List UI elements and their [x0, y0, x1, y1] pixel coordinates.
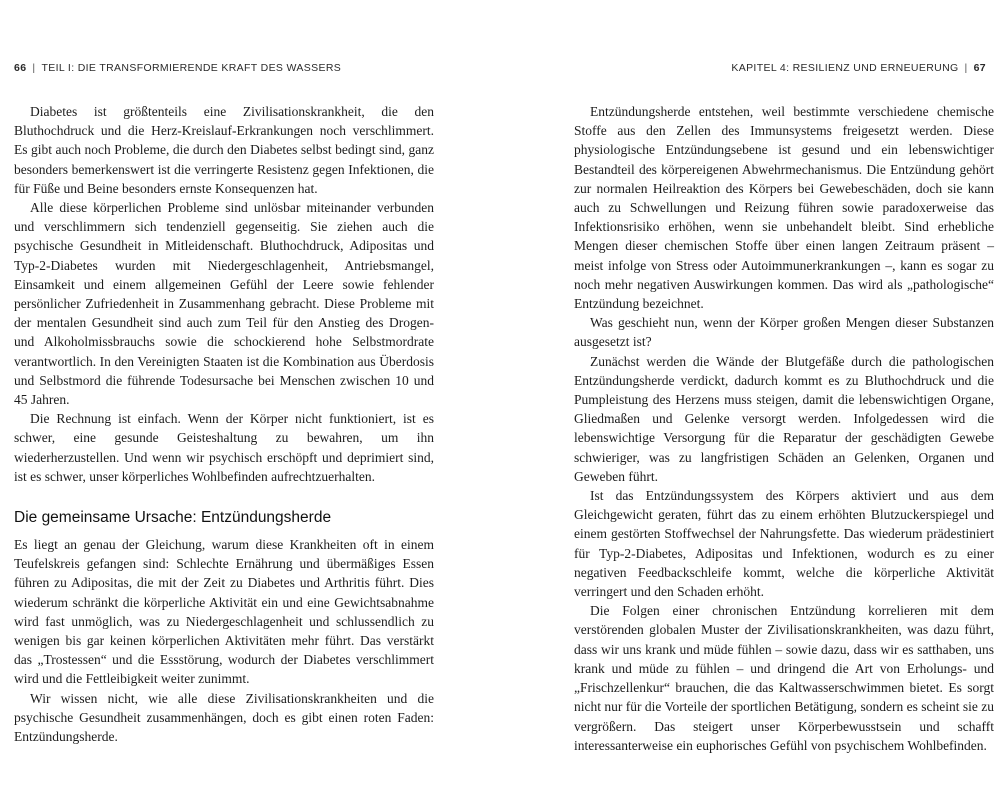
- left-page-number: 66: [14, 62, 27, 74]
- header-separator: |: [32, 62, 36, 74]
- paragraph: Ist das Entzündungssystem des Körpers aktiviert und aus dem Gleichgewicht geraten, führt das zu einem erhöhten Blutzuckerspiegel und einem gestörten Stoffwechsel der Nahrungsfette. Das wiederum prädestiniert für Typ-2-Diabetes, Adipositas und Infektionen, wodurch es zu einer negativen Feedbackschleife kommt, welche die körperliche Aktivität verringert und den Schaden erhöht.: [574, 488, 994, 600]
- paragraph: Die Rechnung ist einfach. Wenn der Körper nicht funktioniert, ist es schwer, eine gesunde Geisteshaltung zu bewahren, um ihn wiederherzustellen. Und wenn wir psychisch erschöpft und deprimiert sind, ist es schwer, unser körperliches Wohlbefinden aufrechtzuerhalten.: [14, 411, 434, 484]
- right-running-header: [731, 62, 986, 74]
- chapter-title: KAPITEL 4: RESILIENZ UND ERNEUERUNG: [731, 62, 959, 74]
- right-page-number: 67: [973, 62, 986, 74]
- paragraph: Entzündungsherde entstehen, weil bestimmte verschiedene chemische Stoffe aus den Zellen des Immunsystems freigesetzt werden. Diese physiologische Entzündungsebene ist gesund und ein lebenswichtiger Bestandteil des körpereigenen Abwehrmechanismus. Die Entzündung gehört zur normalen Heilreaktion des Körpers bei Gewebeschäden, doch sie kann auch zu Schwellungen und Reizung führen sowie paradoxerweise das Infektionsrisiko erhöhen, wenn sie unbehandelt bleibt. Sind erhebliche Mengen dieser chemischen Stoffe über einen langen Zeitraum präsent – meist infolge von Stress oder Autoimmunerkrankungen –, kann es sogar zu noch mehr negativen Auswirkungen kommen. Das wird als „pathologische“ Entzündung bezeichnet.: [574, 104, 994, 312]
- part-title: TEIL I: DIE TRANSFORMIERENDE KRAFT DES WASSERS: [41, 62, 342, 74]
- left-body-text: [14, 102, 434, 746]
- paragraph: Was geschieht nun, wenn der Körper großen Mengen dieser Substanzen ausgesetzt ist?: [574, 315, 994, 350]
- right-page: [500, 0, 1000, 800]
- paragraph: Wir wissen nicht, wie alle diese Zivilisationskrankheiten und die psychische Gesundheit zusammenhängen, doch es gibt einen roten Faden: Entzündungsherde.: [14, 690, 434, 745]
- paragraph: Es liegt an genau der Gleichung, warum diese Krankheiten oft in einem Teufelskreis gefangen sind: Schlechte Ernährung und übermäßiges Essen führen zu Adipositas, die mit der Zeit zu Diabetes und Arthritis führt. Dies wiederum schränkt die körperliche Aktivität ein und eine Gewichtsabnahme wird fast unmöglich, was zu Niedergeschlagenheit und schlussendlich zu wenigen bis gar keinen körperlichen Aktivitäten mehr führt. Das verstärkt das „Trostessen“ und die Essstörung, wodurch der Diabetes verschlimmert wird und die Fettleibigkeit weiter zunimmt.: [14, 537, 434, 687]
- paragraph: Zunächst werden die Wände der Blutgefäße durch die pathologischen Entzündungsherde verdickt, dadurch kommt es zu Bluthochdruck und die Pumpleistung des Herzens muss steigen, damit die lebenswichtigen Organe, Gliedmaßen und Gelenke versorgt werden. Infolgedessen wird die lebenswichtige Versorgung für die Reparatur der geschädigten Gewebe schwieriger, was zu langfristigen Schäden an Gelenken, Organen und Geweben führt.: [574, 353, 994, 484]
- left-running-header: [14, 62, 341, 74]
- paragraph: Alle diese körperlichen Probleme sind unlösbar miteinander verbunden und verschlimmern sich tendenziell gegenseitig. Sie ziehen auch die psychische Gesundheit in Mitleidenschaft. Bluthochdruck, Adipositas und Typ-2-Diabetes wurden mit Niedergeschlagenheit, Antriebsmangel, Einsamkeit und einem allgemeinen Gefühl der Leere sowie fehlender persönlicher Zufriedenheit in Zusammenhang gebracht. Diese Probleme mit der mentalen Gesundheit sind auch zum Teil für den Anstieg des Drogen- und Alkoholmissbrauchs sowie die schockierend hohe Selbstmordrate verantwortlich. In den Vereinigten Staaten ist die Kombination aus Überdosis und Selbstmord die führende Todesursache bei Menschen zwischen 10 und 45 Jahren.: [14, 200, 434, 408]
- paragraph: Diabetes ist größtenteils eine Zivilisationskrankheit, die den Bluthochdruck und die Herz-Kreislauf-Erkrankungen noch verschlimmert. Es gibt auch noch Probleme, die durch den Diabetes selbst bedingt sind, ganz besonders bemerkenswert ist die verringerte Resistenz gegen Infektionen, die für Füße und Beine besonders ernste Konsequenzen hat.: [14, 104, 434, 196]
- paragraph: Die Folgen einer chronischen Entzündung korrelieren mit dem verstörenden globalen Muster der Zivilisationskrankheiten, was dazu führt, dass wir uns krank und müde fühlen – sowie dazu, dass wir es satthaben, uns krank und müde zu fühlen – und dringend die Art von Erholungs- und „Frischzellenkur“ brauchen, die das Kaltwasserschwimmen bietet. Es sorgt nicht nur für die Vorteile der sportlichen Betätigung, sondern es scheint sie zu vergrößern. Das steigert unser Körperbewusstsein und schafft interessanterweise ein euphorisches Gefühl von psychischem Wohlbefinden.: [574, 603, 994, 753]
- right-body-text: [574, 102, 994, 755]
- section-heading: Die gemeinsame Ursache: Entzündungsherde: [14, 509, 332, 527]
- header-separator: |: [964, 62, 968, 74]
